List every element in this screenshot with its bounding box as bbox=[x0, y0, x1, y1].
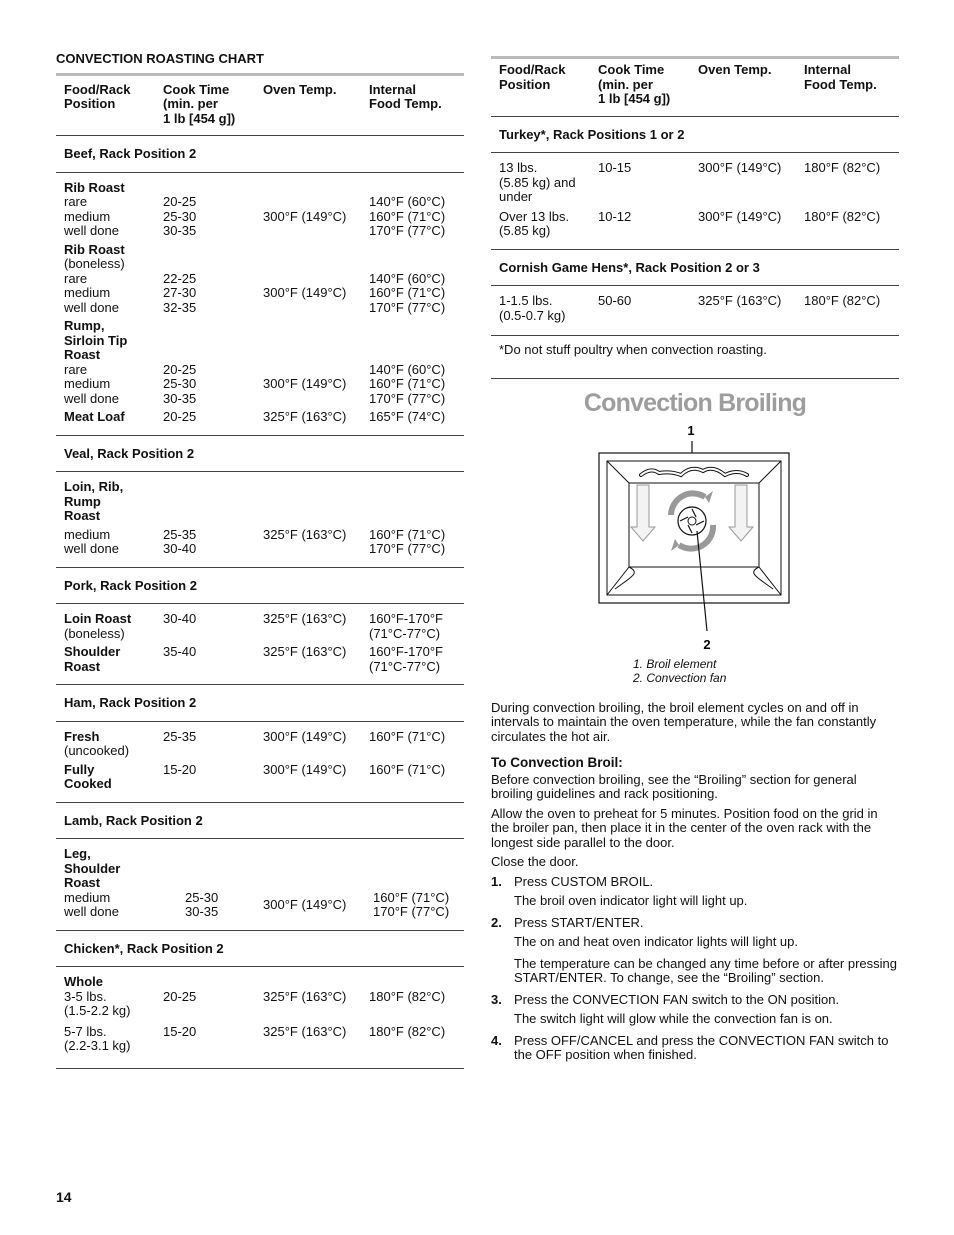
footnote: *Do not stuff poultry when convection roasting. bbox=[499, 342, 767, 357]
table-row: Fully Cooked 15-20 300°F (149°C) 160°F (71°C) bbox=[64, 761, 446, 791]
table-row: Shoulder Roast 35-40 325°F (163°C) 160°F-170°F (71°C-77°C) bbox=[64, 644, 443, 674]
paragraph: Allow the oven to preheat for 5 minutes. Position food on the grid in the broiler pan, then place it in the center of the oven rack with the longest side parallel to the door. bbox=[491, 805, 878, 850]
header-oven-temp: Oven Temp. bbox=[698, 62, 772, 77]
section-veal: Veal, Rack Position 2 bbox=[56, 436, 464, 473]
table-row: Rib Roast rare medium well done 20-25 25-30 30-35 300°F (149°C) 140°F (60°C) 160°F (71°C) 170°F (77°C) bbox=[64, 179, 446, 238]
group-beef bbox=[56, 173, 464, 436]
section-cornish-hens: Cornish Game Hens*, Rack Position 2 or 3 bbox=[491, 250, 899, 287]
group-turkey bbox=[491, 153, 899, 250]
header-internal-temp: Internal Food Temp. bbox=[804, 62, 877, 92]
table-row: Rib Roast (boneless) rare medium well done 22-25 27-30 32-35 300°F (149°C) 140°F (60°C) 160°F (71°C) 170°F (77°C) bbox=[64, 241, 446, 315]
group-pork bbox=[56, 604, 464, 685]
callout-2: 2 bbox=[703, 636, 711, 652]
section-pork: Pork, Rack Position 2 bbox=[56, 568, 464, 605]
steps-list: 1. Press CUSTOM BROIL. The broil oven indicator light will light up. 2. Press START/ENTER. The on and heat oven indicator lights will light up. The temperature can be changed any time before or after pressing START/ENTER. To change, see the “Broiling” section. 3. Press the CONVECTION FAN switch to the ON position. The switch light will glow while the convection fan is on. 4. Press OFF/CANCEL and press the CONVECTION FAN switch to the OFF position when finished. bbox=[491, 873, 897, 1062]
paragraph: Close the door. bbox=[491, 854, 579, 869]
section-chicken: Chicken*, Rack Position 2 bbox=[56, 931, 464, 968]
table-header bbox=[491, 59, 899, 117]
step: 2. Press START/ENTER. bbox=[491, 914, 644, 930]
group-veal bbox=[56, 472, 464, 568]
section-ham: Ham, Rack Position 2 bbox=[56, 685, 464, 722]
table-row: 5-7 lbs. (2.2-3.1 kg) 15-20 325°F (163°C) 180°F (82°C) bbox=[64, 1023, 446, 1053]
table-row: 1-1.5 lbs. (0.5-0.7 kg) 50-60 325°F (163°C) 180°F (82°C) bbox=[499, 293, 881, 323]
table-row: 13 lbs. (5.85 kg) and under 10-15 300°F (149°C) 180°F (82°C) bbox=[499, 160, 881, 204]
paragraph: Before convection broiling, see the “Broiling” section for general broiling guidelines and rack positioning. bbox=[491, 771, 857, 801]
header-cook-time: Cook Time (min. per 1 lb [454 g]) bbox=[163, 81, 236, 126]
oven-illustration bbox=[491, 417, 899, 657]
header-oven-temp: Oven Temp. bbox=[263, 81, 337, 97]
caption-2: 2. Convection fan bbox=[633, 670, 727, 685]
group-lamb bbox=[56, 839, 464, 931]
convection-roasting-chart bbox=[56, 52, 464, 1069]
header-food: Food/Rack Position bbox=[499, 62, 566, 92]
step: 4. Press OFF/CANCEL and press the CONVECTION FAN switch to the OFF position when finished. bbox=[491, 1032, 889, 1062]
table-row: Over 13 lbs. (5.85 kg) 10-12 300°F (149°C) 180°F (82°C) bbox=[499, 208, 881, 238]
table-row: Rump, Sirloin Tip Roast rare medium well done 20-25 25-30 30-35 300°F (149°C) 140°F (60°C) 160°F (71°C) 170°F (77°C) bbox=[64, 318, 446, 406]
table-header bbox=[56, 76, 464, 137]
step: 3. Press the CONVECTION FAN switch to the ON position. bbox=[491, 991, 840, 1007]
group-cornish-hens bbox=[491, 286, 899, 336]
section-heading: Convection Broiling bbox=[583, 388, 807, 417]
group-ham bbox=[56, 722, 464, 803]
callout-1: 1 bbox=[687, 422, 695, 438]
table-row: Fresh (uncooked) 25-35 300°F (149°C) 160°F (71°C) bbox=[64, 728, 446, 758]
subheading: To Convection Broil: bbox=[491, 755, 623, 770]
caption-1: 1. Broil element bbox=[633, 656, 717, 671]
header-internal-temp: Internal Food Temp. bbox=[369, 81, 442, 111]
section-lamb: Lamb, Rack Position 2 bbox=[56, 803, 464, 840]
intro-paragraph: During convection broiling, the broil element cycles on and off in intervals to maintain the oven temperature, while the fan constantly circulates the hot air. bbox=[491, 699, 877, 744]
table-row: Loin Roast (boneless) 30-40 325°F (163°C) 160°F-170°F (71°C-77°C) bbox=[64, 611, 443, 641]
section-beef: Beef, Rack Position 2 bbox=[56, 136, 464, 173]
group-chicken: Whole 3-5 lbs. (1.5-2.2 kg) 20-25 325°F (163°C) 180°F (82°C) 5-7 lbs. (2.2-3.1 kg) 15-20 325°F (163°C) 180°F (82°C) bbox=[56, 967, 464, 1069]
oven-diagram bbox=[491, 417, 899, 657]
table-row: 3-5 lbs. (1.5-2.2 kg) 20-25 325°F (163°C) 180°F (82°C) bbox=[64, 988, 446, 1018]
header-food: Food/Rack Position bbox=[64, 81, 131, 111]
chart-title: CONVECTION ROASTING CHART bbox=[56, 51, 264, 66]
right-column bbox=[491, 56, 899, 1063]
section-turkey: Turkey*, Rack Positions 1 or 2 bbox=[491, 117, 899, 154]
page-number: 14 bbox=[56, 1189, 72, 1205]
header-cook-time: Cook Time (min. per 1 lb [454 g]) bbox=[598, 62, 671, 106]
table-row: Leg, Shoulder Roast medium well done 25-30 30-35 300°F (149°C) 160°F (71°C) 170°F (77°C) bbox=[64, 846, 450, 919]
step: 1. Press CUSTOM BROIL. bbox=[491, 873, 654, 889]
table-row: Meat Loaf 20-25 325°F (163°C) 165°F (74°C) bbox=[64, 409, 446, 424]
table-row: Loin, Rib, Rump Roast medium well done 25-35 30-40 325°F (163°C) 160°F (71°C) 170°F (77°C) bbox=[64, 479, 446, 556]
